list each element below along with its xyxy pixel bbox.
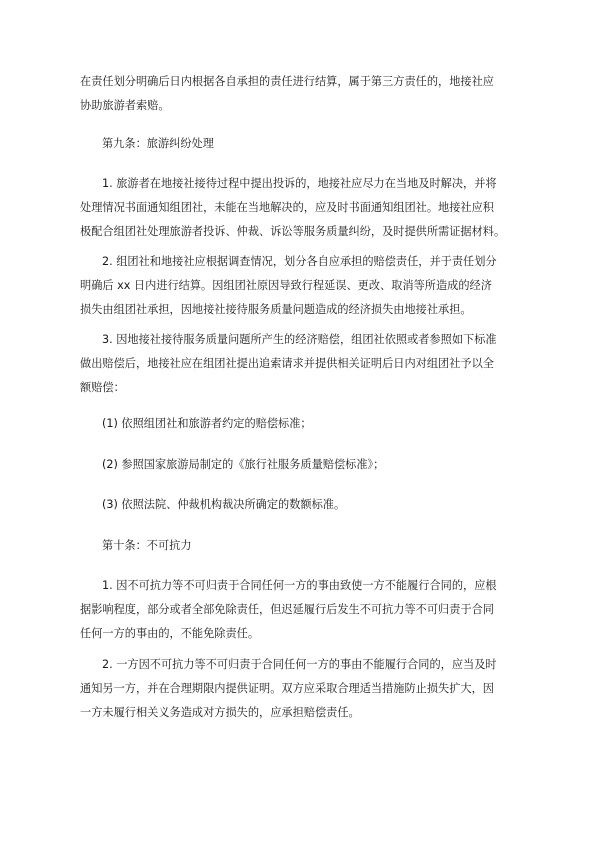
text-line: 3. 因地接社接待服务质量问题所产生的经济赔偿，组团社依照或者参照如下标准 <box>102 333 497 346</box>
text-line: 2. 组团社和地接社应根据调查情况，划分各自应承担的赔偿责任，并于责任划分 <box>102 255 497 268</box>
article-9-heading <box>80 132 549 156</box>
text-line: 协助旅游者索赔。 <box>80 99 170 112</box>
text-line: 做出赔偿后，地接社应在组团社提出追索请求并提供相关证明后日内对组团社予以全 <box>80 357 494 370</box>
paragraph-standard-3 <box>80 493 527 517</box>
text-line: 在责任划分明确后日内根据各自承担的责任进行结算，属于第三方责任的，地接社应 <box>80 75 494 88</box>
text-line: 据影响程度，部分或者全部免除责任，但迟延履行后发生不可抗力等不可归责于合同 <box>80 603 494 616</box>
text-line: 一方未履行相关义务造成对方损失的，应承担赔偿责任。 <box>80 706 360 719</box>
text-line: 1. 因不可抗力等不可归责于合同任何一方的事由致使一方不能履行合同的，应根 <box>102 579 497 592</box>
heading-text: 第九条：旅游纠纷处理 <box>102 137 214 150</box>
paragraph-article-9-item-3 <box>80 328 527 400</box>
text-line: 1. 旅游者在地接社接待过程中提出投诉的，地接社应尽力在当地及时解决，并将 <box>102 177 497 190</box>
text-line: (1) 依照组团社和旅游者约定的赔偿标准； <box>102 417 312 430</box>
article-10-heading <box>80 534 549 558</box>
text-line: 极配合组团社处理旅游者投诉、仲裁、诉讼等服务质量纠纷，及时提供所需证据材料。 <box>80 225 506 238</box>
text-line: 明确后 xx 日内进行结算。因组团社原因导致行程延误、更改、取消等所造成的经济 <box>80 279 492 292</box>
text-line: 任何一方的事由的，不能免除责任。 <box>80 627 260 640</box>
text-line: (2) 参照国家旅游局制定的《旅行社服务质量赔偿标准》； <box>102 458 385 471</box>
paragraph-article-9-item-1 <box>80 172 527 244</box>
paragraph-liability-settlement <box>80 70 527 118</box>
paragraph-article-9-item-2 <box>80 250 527 322</box>
paragraph-standard-2 <box>80 453 527 477</box>
text-line: 2. 一方因不可抗力等不可归责于合同任何一方的事由不能履行合同的，应当及时 <box>102 658 497 671</box>
paragraph-standard-1 <box>80 412 527 436</box>
text-line: 额赔偿： <box>80 381 125 394</box>
text-line: 损失由组团社承担，因地接社接待服务质量问题造成的经济损失由地接社承担。 <box>80 303 472 316</box>
paragraph-article-10-item-2 <box>80 653 527 725</box>
heading-text: 第十条：不可抗力 <box>102 539 192 552</box>
text-line: 通知另一方，并在合理期限内提供证明。双方应采取合理适当措施防止损失扩大，因 <box>80 682 494 695</box>
paragraph-article-10-item-1 <box>80 574 527 646</box>
text-line: 处理情况书面通知组团社，未能在当地解决的，应及时书面通知组团社。地接社应积 <box>80 201 494 214</box>
text-line: (3) 依照法院、仲裁机构裁决所确定的数额标准。 <box>102 498 346 511</box>
